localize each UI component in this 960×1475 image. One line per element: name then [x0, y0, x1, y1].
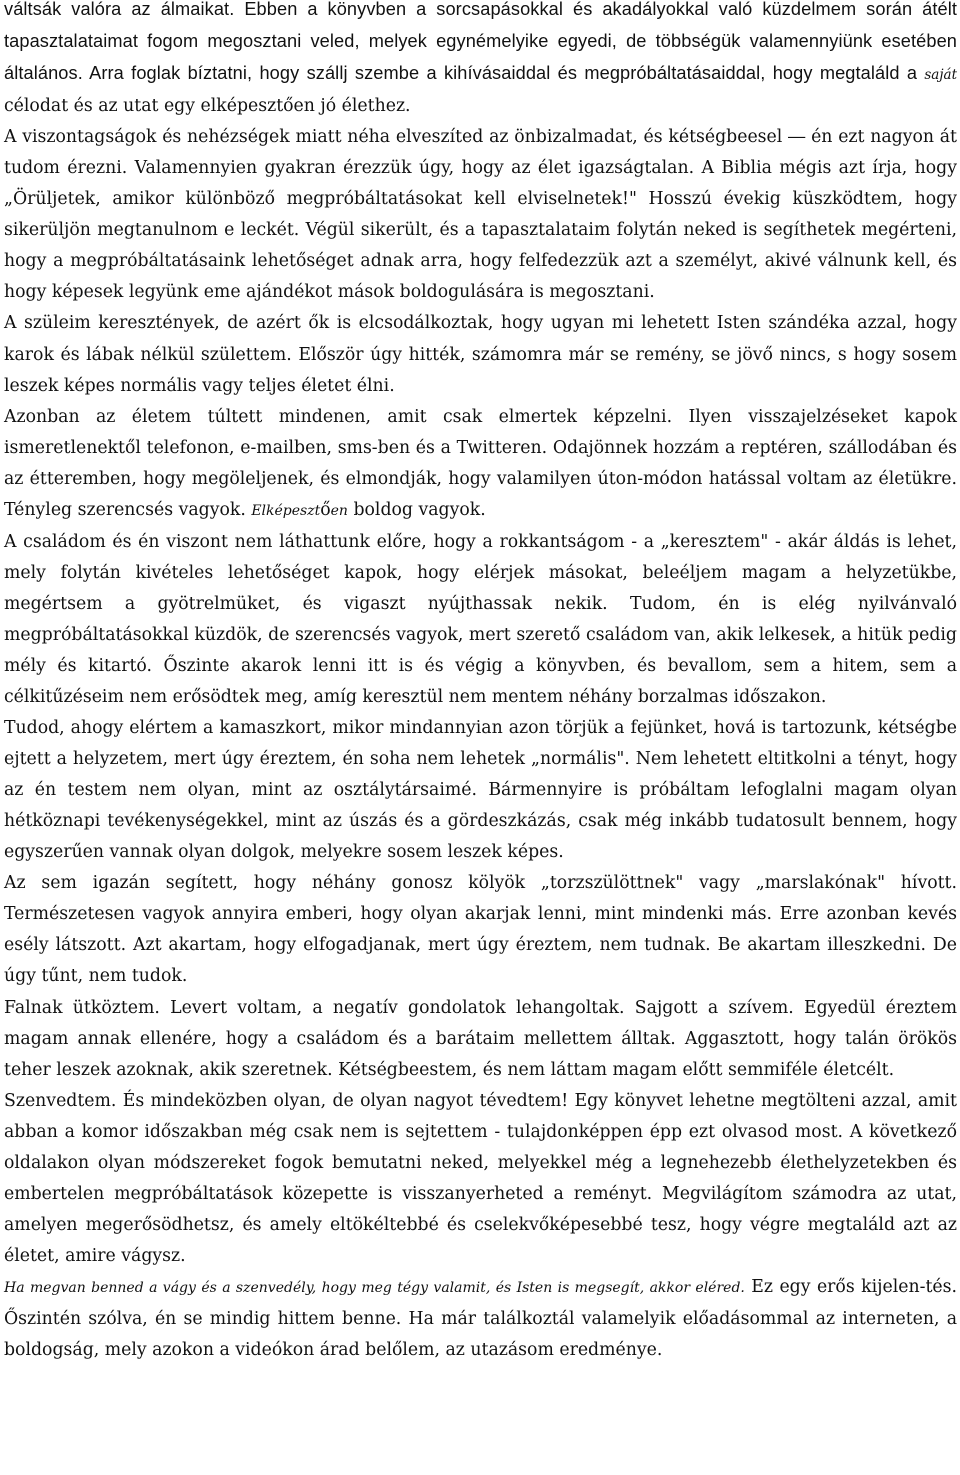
- paragraph-2: [4, 122, 957, 308]
- paragraph-5: [4, 527, 957, 713]
- paragraph-4-italic-word-2: en: [330, 502, 348, 519]
- paragraph-3: [4, 308, 957, 401]
- paragraph-3-text: A szüleim keresztények, de azért ők is elcsodálkoztak, hogy ugyan mi lehetett Isten szándéka azzal, hogy karok és lábak nélkül születtem. Először úgy hitték, számomra már se remény, se jövő nincs, s hogy sosem leszek képes normális vagy teljes életet élni.: [4, 313, 957, 396]
- paragraph-9: [4, 1086, 957, 1272]
- paragraph-6: [4, 713, 957, 868]
- paragraph-4-italic-word-1: Elképeszt: [251, 502, 321, 519]
- paragraph-10-text: Ez egy erős kijelen-tés. Őszintén szólva, én se mindig hittem benne. Ha már találkoztál valamelyik előadásommal az interneten, a boldogság, mely azokon a videókon árad belőlem, az utazásom eredménye.: [4, 1276, 957, 1361]
- paragraph-1-text-end: célodat és az utat egy elképesztően jó élethez.: [4, 96, 411, 117]
- paragraph-2-text: A viszontagságok és nehézségek miatt néha elveszíted az önbizalmadat, és kétségbeesel ― én ezt nagyon át tudom érezni. Valamennyien gyakran érezzük úgy, hogy az élet igazságtalan. A Biblia mégis azt írja, hogy „Örüljetek, amikor különböző megpróbáltatásokat kell elviselnetek!" Hosszú évekig küszködtem, hogy sikerüljön megtanulnom e leckét. Végül sikerült, és a tapasztalataim folytán neked is segíthetek megérteni, hogy a megpróbáltatásaink lehetőséget adnak arra, hogy felfedezzük azt a személyt, akivé válnunk kell, és hogy képesek legyünk eme ajándékot mások boldogulására is megosztani.: [4, 127, 957, 303]
- paragraph-8-text: Falnak ütköztem. Levert voltam, a negatív gondolatok lehangoltak. Sajgott a szívem. Egyedül éreztem magam annak ellenére, hogy a családom és a barátaim mellettem álltak. Aggasztott, hogy talán örökös teher leszek azoknak, akik szeretnek. Kétségbeestem, és nem láttam magam előtt semmiféle életcélt.: [4, 997, 957, 1080]
- paragraph-4-text-end: boldog vagyok.: [347, 499, 486, 520]
- paragraph-9-text: Szenvedtem. És mindeközben olyan, de olyan nagyot tévedtem! Egy könyvet lehetne megtölteni azzal, amit abban a komor időszakban még csak nem is sejtettem - tulajdonképpen épp ezt olvasod most. A következő oldalakon olyan módszereket fogok bemutatni neked, melyekkel még a legnehezebb élethelyzetekben és embertelen megpróbáltatások közepette is visszanyerheted a reményt. Megvilágítom számodra az utat, amelyen megerősödhetsz, és amely eltökéltebbé és cselekvőképesebbé tesz, hogy végre megtaláld azt az életet, amire vágysz.: [4, 1090, 957, 1266]
- paragraph-7-text: Az sem igazán segített, hogy néhány gonosz kölyök „torzszülöttnek" vagy „marslakónak" hívott. Természetesen vagyok annyira emberi, hogy olyan akarjak lenni, mint mindenki más. Erre azonban kevés esély látszott. Azt akartam, hogy elfogadjanak, mert úgy éreztem, nem tudnak. Be akartam illeszkedni. De úgy tűnt, nem tudok.: [4, 873, 957, 987]
- paragraph-1-italic-word: saját: [924, 67, 957, 84]
- document-page: [4, 0, 957, 1366]
- paragraph-7: [4, 868, 957, 992]
- paragraph-4-text: Azonban az életem túltett mindenen, amit csak elmertek képzelni. Ilyen visszajelzéseket kapok ismeretlenektől telefonon, e-mailben, sms-ben és a Twitteren. Odajönnek hozzám a reptéren, szállodában és az étteremben, hogy megöleljenek, és elmondják, hogy valamilyen úton-módon hatással voltam az életükre. Tényleg szerencsés vagyok.: [4, 406, 957, 520]
- paragraph-10: [4, 1272, 957, 1366]
- paragraph-6-text: Tudod, ahogy elértem a kamaszkort, mikor mindannyian azon törjük a fejünket, hová is tartozunk, kétségbe ejtett a helyzetem, mert úgy éreztem, én soha nem lehetek „normális". Nem lehetett eltitkolni a tényt, hogy az én testem nem olyan, mint az osztálytársaimé. Bármennyire is próbáltam lefoglalni magam olyan hétköznapi tevékenységekkel, mint az úszás és a gördeszkázás, csak még inkább tudatosult bennem, hogy egyszerűen vannak olyan dolgok, melyekre sosem leszek képes.: [4, 718, 957, 863]
- paragraph-1-text-sans-2: Arra foglak bíztatni, hogy szállj szembe a kihívásaiddal és megpróbáltatásaiddal, hogy megtaláld a: [82, 63, 925, 84]
- paragraph-4-italic-letter: ő: [320, 499, 331, 520]
- paragraph-10-italic-sentence: Ha megvan benned a vágy és a szenvedély, hogy meg tégy valamit, és Isten is megsegít, akkor eléred.: [4, 1279, 745, 1296]
- paragraph-1: [4, 0, 957, 122]
- paragraph-1-text-sans: váltsák valóra az álmaikat. Ebben a könyvben a sorcsapásokkal és akadályokkal való küzdelmem során átélt tapasztalataimat fogom megosztani veled, melyek egynémelyike egyedi, de többségük valamennyiünk esetében általános.: [4, 0, 957, 84]
- paragraph-8: [4, 993, 957, 1086]
- paragraph-5-text: A családom és én viszont nem láthattunk előre, hogy a rokkantságom - a „keresztem" - akár áldás is lehet, mely folytán kivételes lehetőséget kapok, hogy elérjek másokat, beleéljem magam a helyzetükbe, megértsem a gyötrelmüket, és vigaszt nyújthassak nekik. Tudom, én is elég nyilvánvaló megpróbáltatásokkal küzdök, de szerencsés vagyok, mert szerető családom van, akik lelkesek, a hitük pedig mély és kitartó. Őszinte akarok lenni itt is és végig a könyvben, és bevallom, sem a hitem, sem a célkitűzéseim nem erősödtek meg, amíg keresztül nem mentem néhány borzalmas időszakon.: [4, 531, 957, 708]
- paragraph-4: [4, 402, 957, 527]
